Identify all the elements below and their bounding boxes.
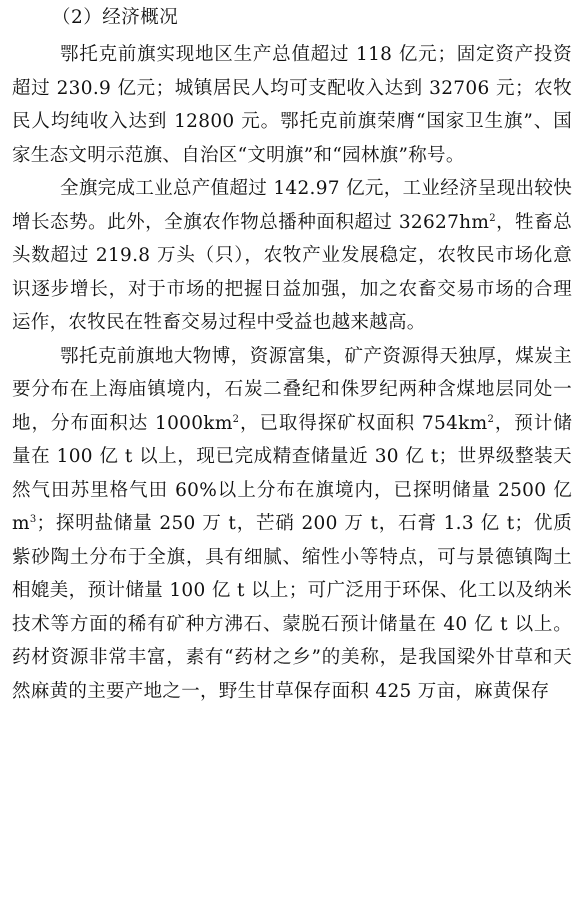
superscript: 2 — [489, 212, 496, 224]
paragraph-text: ，预计储量在 100 亿 t 以上，现已完成精查储量近 30 亿 t；世界级整装天然气田苏里格气田 60%以上分布在旗境内，已探明储量 2500 亿 m — [12, 412, 572, 534]
paragraph-economy-overview: 鄂托克前旗实现地区生产总值超过 118 亿元；固定资产投资超过 230.9 亿元；城镇居民人均可支配收入达到 32706 元；农牧民人均纯收入达到 12800 元。鄂托克前旗荣膺“国家卫生旗”、国家生态文明示范旗、自治区“文明旗”和“园林旗”称号。 — [12, 44, 572, 166]
superscript: 3 — [29, 513, 37, 525]
paragraph-text: ，牲畜总头数超过 219.8 万头（只），农牧产业发展稳定，农牧民市场化意识逐步增长，对于市场的把握日益加强，加之农畜交易市场的合理运作，农牧民在牲畜交易过程中受益也越来越高。 — [12, 211, 573, 333]
paragraph-text: ；探明盐储量 250 万 t，芒硝 200 万 t，石膏 1.3 亿 t；优质紫砂陶土分布于全旗，具有细腻、缩性小等特点，可与景德镇陶土相媲美，预计储量 100 亿 t 以上；可广泛用于环保、化工以及纳米技术等方面的稀有矿种方沸石、蒙脱石预计储量在 40 亿 t 以上。药材资源非常丰富，素有“药材之乡”的美称，是我国梁外甘草和天然麻黄的主要产地之一，野生甘草保存面积 425 万亩，麻黄保存 — [12, 513, 572, 702]
superscript: 2 — [487, 413, 495, 425]
paragraph-text: ，已取得探矿权面积 754km — [239, 412, 488, 434]
paragraph-text: 全旗完成工业总产值超过 142.97 亿元，工业经济呈现出较快增长态势。此外，全旗农作物总播种面积超过 32627hm — [12, 178, 572, 233]
superscript: 2 — [232, 413, 240, 425]
paragraph-text: 鄂托克前旗地大物博，资源富集，矿产资源得天独厚，煤炭主要分布在上海庙镇境内，石炭二叠纪和侏罗纪两种含煤地层同处一地，分布面积达 1000km — [12, 345, 572, 434]
paragraph-industry-agriculture — [12, 172, 572, 340]
paragraph-resources — [12, 340, 572, 709]
section-heading: （2）经济概况 — [52, 7, 179, 28]
